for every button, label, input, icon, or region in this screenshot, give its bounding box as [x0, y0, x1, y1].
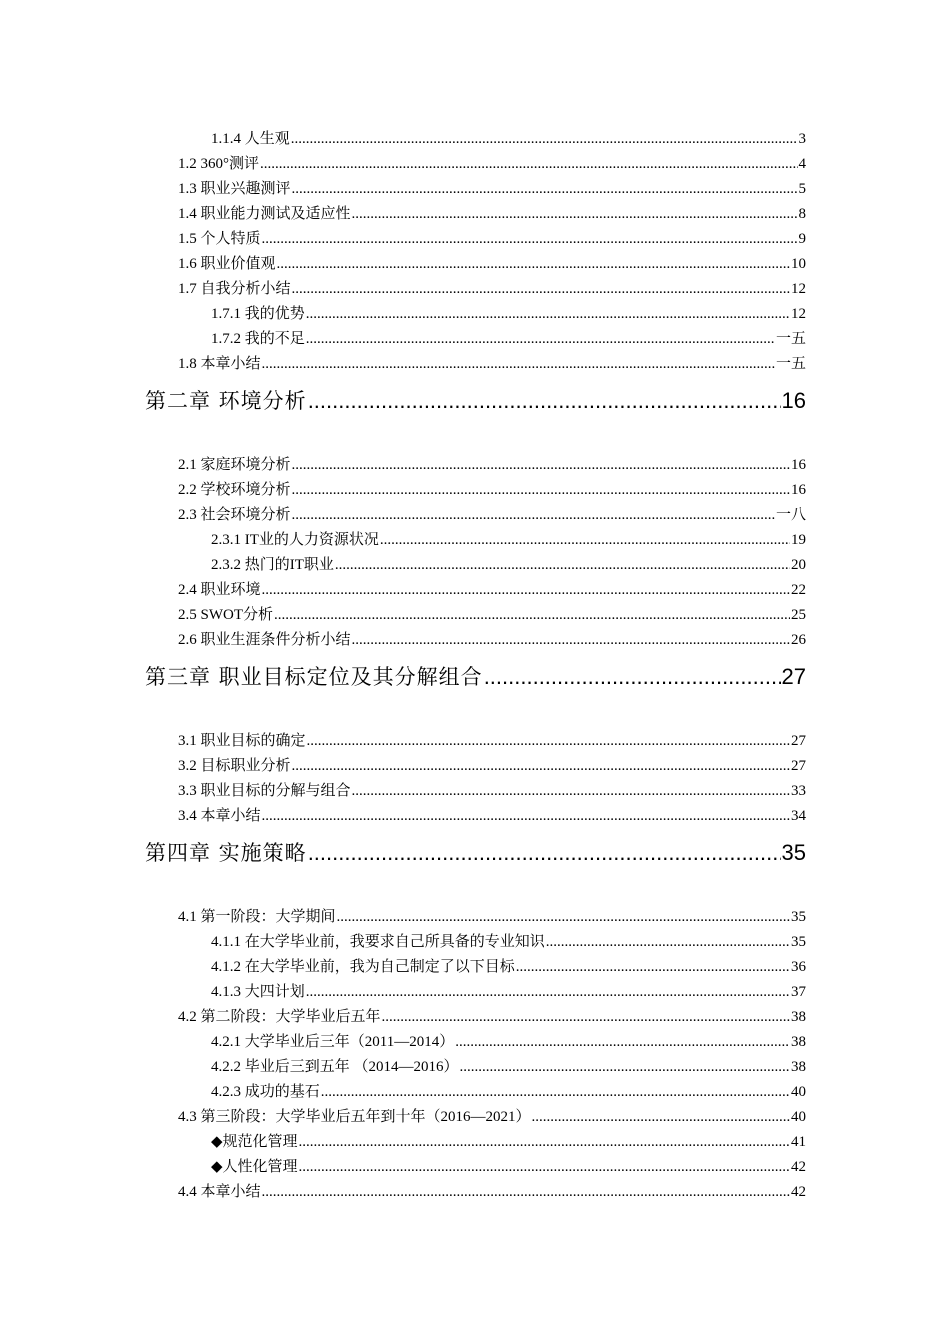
toc-entry-title: 4.1.2 在大学毕业前，我为自己制定了以下目标	[211, 959, 515, 975]
toc-entry-page: 12	[791, 306, 806, 322]
toc-entry-title: ◆规范化管理	[211, 1134, 298, 1150]
toc-leader-dots	[546, 934, 790, 951]
toc-entry[interactable]	[178, 628, 806, 649]
toc-entry-title: 2.5 SWOT分析	[178, 607, 273, 623]
toc-leader-dots	[307, 733, 790, 750]
toc-entry-title: 1.4 职业能力测试及适应性	[178, 206, 351, 222]
toc-entry-title: 2.4 职业环境	[178, 582, 261, 598]
toc-leader-dots	[352, 783, 790, 800]
toc-entry-page: 38	[791, 1034, 806, 1050]
toc-chapter-title: 第四章 实施策略	[145, 841, 307, 865]
toc-entry-title: 1.1.4 人生观	[211, 131, 290, 147]
toc-leader-dots	[516, 959, 790, 976]
toc-entry-title: 2.3.1 IT业的人力资源状况	[211, 532, 379, 548]
toc-entry[interactable]	[178, 252, 806, 273]
toc-entry-page: 10	[791, 256, 806, 272]
toc-leader-dots	[299, 1134, 790, 1151]
toc-entry[interactable]	[211, 1130, 806, 1151]
toc-entry-title: 1.2 360°测评	[178, 156, 259, 172]
toc-leader-dots	[460, 1059, 790, 1076]
toc-entry[interactable]	[178, 754, 806, 775]
toc-entry[interactable]	[178, 1005, 806, 1026]
toc-entry-page: 16	[791, 457, 806, 473]
toc-entry-page: 20	[791, 557, 806, 573]
toc-chapter-entry[interactable]	[145, 661, 806, 691]
toc-entry-page: 25	[791, 607, 806, 623]
toc-entry[interactable]	[211, 553, 806, 574]
toc-leader-dots	[321, 1084, 790, 1101]
toc-entry-title: 3.2 目标职业分析	[178, 758, 291, 774]
toc-entry[interactable]	[211, 127, 806, 148]
toc-entry[interactable]	[178, 603, 806, 624]
toc-entry-page: 一五	[775, 356, 806, 372]
toc-entry-page: 37	[791, 984, 806, 1000]
toc-entry-page: 16	[781, 388, 806, 413]
toc-entry-page: 一八	[775, 507, 806, 523]
toc-entry-title: 1.5 个人特质	[178, 231, 261, 247]
toc-leader-dots	[292, 482, 790, 499]
toc-entry-page: 22	[791, 582, 806, 598]
toc-entry[interactable]	[178, 152, 806, 173]
toc-entry-page: 3	[798, 131, 806, 147]
toc-entry-title: 4.2.3 成功的基石	[211, 1084, 320, 1100]
toc-entry-page: 8	[798, 206, 806, 222]
toc-entry[interactable]	[178, 453, 806, 474]
toc-entry-page: 36	[791, 959, 806, 975]
toc-entry-title: 1.3 职业兴趣测评	[178, 181, 291, 197]
toc-entry-page: 5	[798, 181, 806, 197]
toc-entry-page: 一五	[775, 331, 806, 347]
toc-leader-dots	[292, 457, 790, 474]
toc-entry-title: 1.6 职业价值观	[178, 256, 276, 272]
toc-entry[interactable]	[211, 327, 806, 348]
toc-entry[interactable]	[178, 478, 806, 499]
toc-entry-page: 34	[791, 808, 806, 824]
toc-leader-dots	[292, 507, 775, 524]
toc-leader-dots	[337, 909, 790, 926]
toc-entry-page: 42	[791, 1159, 806, 1175]
toc-leader-dots	[277, 256, 790, 273]
toc-entry-title: 4.2 第二阶段：大学毕业后五年	[178, 1009, 381, 1025]
toc-leader-dots	[292, 758, 790, 775]
toc-leader-dots	[262, 1184, 790, 1201]
toc-entry[interactable]	[178, 503, 806, 524]
toc-entry-page: 12	[791, 281, 806, 297]
toc-entry[interactable]	[211, 1030, 806, 1051]
toc-entry-page: 9	[798, 231, 806, 247]
toc-leader-dots	[292, 181, 798, 198]
toc-entry[interactable]	[211, 302, 806, 323]
toc-leader-dots	[306, 984, 790, 1001]
toc-leader-dots	[484, 664, 781, 690]
toc-chapter-entry[interactable]	[145, 385, 806, 415]
toc-entry-title: 2.1 家庭环境分析	[178, 457, 291, 473]
toc-entry-page: 16	[791, 482, 806, 498]
toc-entry-title: 1.7.1 我的优势	[211, 306, 305, 322]
toc-leader-dots	[292, 281, 790, 298]
toc-entry[interactable]	[211, 955, 806, 976]
toc-entry[interactable]	[211, 1055, 806, 1076]
toc-entry-title: 4.3 第三阶段：大学毕业后五年到十年（2016—2021）	[178, 1109, 531, 1125]
toc-entry-title: 2.2 学校环境分析	[178, 482, 291, 498]
toc-entry-title: 4.1.3 大四计划	[211, 984, 305, 1000]
toc-entry-title: 2.6 职业生涯条件分析小结	[178, 632, 351, 648]
toc-leader-dots	[382, 1009, 790, 1026]
toc-leader-dots	[308, 388, 781, 414]
toc-entry-page: 42	[791, 1184, 806, 1200]
toc-leader-dots	[299, 1159, 790, 1176]
toc-entry[interactable]	[178, 804, 806, 825]
toc-leader-dots	[306, 306, 790, 323]
toc-entry[interactable]	[178, 578, 806, 599]
toc-entry-title: 4.1.1 在大学毕业前，我要求自己所具备的专业知识	[211, 934, 545, 950]
toc-entry-page: 35	[781, 840, 806, 865]
toc-entry[interactable]	[211, 980, 806, 1001]
toc-entry[interactable]	[178, 352, 806, 373]
toc-entry-page: 41	[791, 1134, 806, 1150]
toc-entry-page: 35	[791, 934, 806, 950]
toc-entry-title: 3.3 职业目标的分解与组合	[178, 783, 351, 799]
toc-entry-page: 35	[791, 909, 806, 925]
toc-entry-title: 4.2.2 毕业后三到五年 （2014—2016）	[211, 1059, 459, 1075]
toc-entry-title: 1.7.2 我的不足	[211, 331, 305, 347]
toc-entry-title: 4.4 本章小结	[178, 1184, 261, 1200]
toc-entry[interactable]	[178, 1105, 806, 1126]
toc-entry[interactable]	[178, 1180, 806, 1201]
toc-entry[interactable]	[178, 202, 806, 223]
toc-entry[interactable]	[178, 729, 806, 750]
toc-entry[interactable]	[211, 1080, 806, 1101]
toc-entry-page: 26	[791, 632, 806, 648]
toc-leader-dots	[455, 1034, 790, 1051]
toc-chapter-entry[interactable]	[145, 837, 806, 867]
toc-chapter-title: 第二章 环境分析	[145, 389, 307, 413]
toc-entry-title: 2.3.2 热门的IT职业	[211, 557, 334, 573]
toc-entry-page: 19	[791, 532, 806, 548]
toc-entry[interactable]	[211, 528, 806, 549]
toc-leader-dots	[262, 356, 775, 373]
toc-entry-title: 4.2.1 大学毕业后三年（2011—2014）	[211, 1034, 455, 1050]
toc-leader-dots	[308, 840, 781, 866]
toc-leader-dots	[352, 206, 798, 223]
toc-entry-page: 33	[791, 783, 806, 799]
toc-entry[interactable]	[211, 930, 806, 951]
toc-leader-dots	[262, 582, 790, 599]
toc-entry-title: 3.1 职业目标的确定	[178, 733, 306, 749]
toc-entry-page: 40	[791, 1084, 806, 1100]
toc-entry-title: 3.4 本章小结	[178, 808, 261, 824]
toc-entry-title: 4.1 第一阶段：大学期间	[178, 909, 336, 925]
toc-entry[interactable]	[178, 779, 806, 800]
toc-leader-dots	[352, 632, 790, 649]
toc-leader-dots	[335, 557, 790, 574]
toc-entry-page: 27	[791, 733, 806, 749]
toc-entry[interactable]	[178, 227, 806, 248]
toc-leader-dots	[291, 131, 798, 148]
toc-leader-dots	[262, 231, 798, 248]
toc-entry-title: 2.3 社会环境分析	[178, 507, 291, 523]
toc-entry-title: 1.7 自我分析小结	[178, 281, 291, 297]
toc-entry[interactable]	[178, 277, 806, 298]
toc-entry-title: ◆人性化管理	[211, 1159, 298, 1175]
toc-entry-page: 27	[791, 758, 806, 774]
toc-leader-dots	[274, 607, 790, 624]
toc-entry-title: 1.8 本章小结	[178, 356, 261, 372]
toc-entry-page: 27	[781, 664, 806, 689]
toc-entry[interactable]	[178, 177, 806, 198]
toc-entry[interactable]	[178, 905, 806, 926]
toc-leader-dots	[262, 808, 790, 825]
toc-entry-page: 4	[798, 156, 806, 172]
toc-entry-page: 38	[791, 1059, 806, 1075]
toc-leader-dots	[532, 1109, 790, 1126]
toc-entry-page: 38	[791, 1009, 806, 1025]
toc-leader-dots	[380, 532, 790, 549]
toc-entry[interactable]	[211, 1155, 806, 1176]
toc-chapter-title: 第三章 职业目标定位及其分解组合	[145, 665, 483, 689]
toc-leader-dots	[260, 156, 798, 173]
toc-entry-page: 40	[791, 1109, 806, 1125]
toc-leader-dots	[306, 331, 775, 348]
